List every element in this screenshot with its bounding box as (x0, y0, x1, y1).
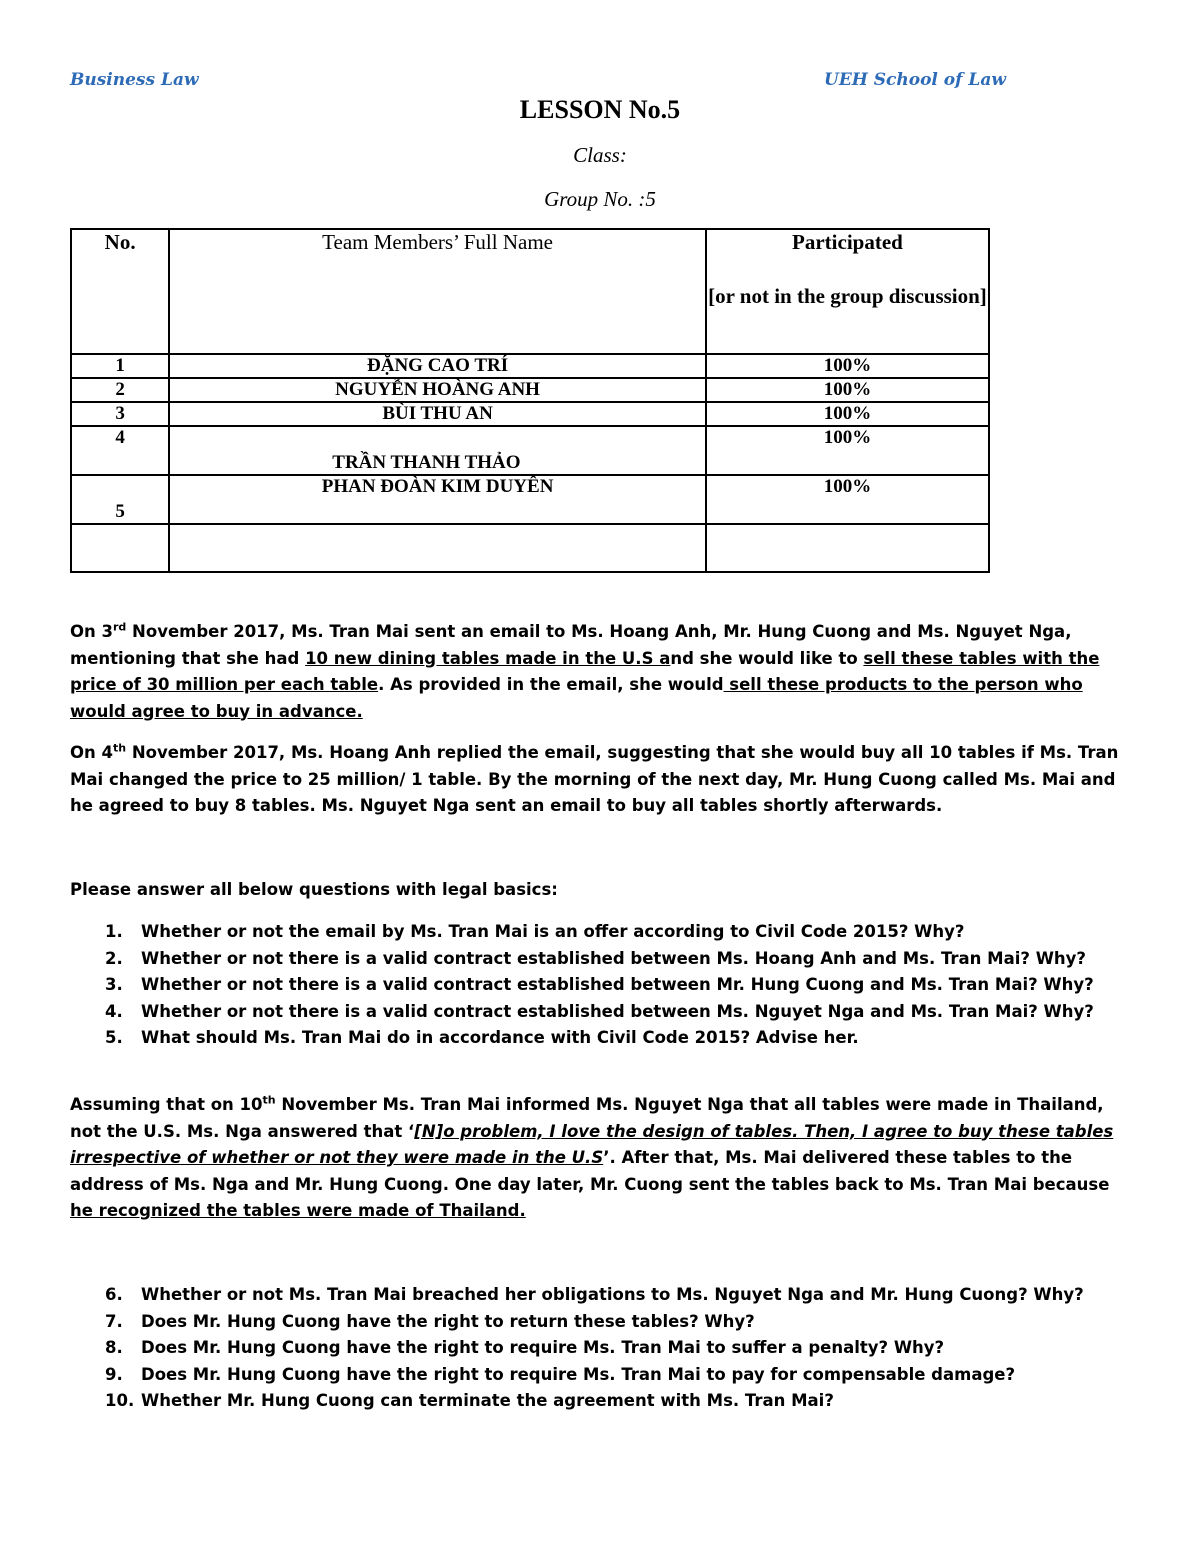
cell-name: PHAN ĐOÀN KIM DUYÊN (169, 475, 706, 524)
cell-name: NGUYỄN HOÀNG ANH (169, 378, 706, 402)
question-number: 5. (105, 1028, 123, 1047)
question-text: Whether Mr. Hung Cuong can terminate the agreement with Ms. Tran Mai? (141, 1391, 834, 1410)
p1-underline-2: sell these tables with the price of 30 million per each table (70, 648, 1100, 694)
p1-text-b: November 2017, Ms. Tran Mai sent an email to Ms. Hoang Anh, Mr. Hung Cuong and Ms. Nguyet Nga, mentioning that she had (70, 622, 1072, 668)
question-number: 2. (105, 948, 123, 968)
questions-list-1 (70, 919, 1130, 1052)
question-text: Whether or not Ms. Tran Mai breached her obligations to Ms. Nguyet Nga and Mr. Hung Cuong? Why? (141, 1285, 1084, 1304)
question-item (70, 972, 1130, 999)
cell-participated (706, 524, 989, 572)
question-number: 1. (105, 922, 123, 941)
question-number: 4. (105, 1001, 123, 1021)
cell-participated: 100% (706, 426, 989, 475)
participated-label: Participated (792, 230, 903, 254)
p1-text-c: nd she would like to (670, 648, 864, 668)
question-text: What should Ms. Tran Mai do in accordance with Civil Code 2015? Advise her. (141, 1028, 859, 1047)
cell-participated: 100% (706, 475, 989, 524)
question-text: Whether or not there is a valid contract established between Mr. Hung Cuong and Ms. Tran Mai? Why? (141, 975, 1094, 994)
cell-participated: 100% (706, 402, 989, 426)
table-row (71, 402, 989, 426)
table-row-empty (71, 524, 989, 572)
question-text: Does Mr. Hung Cuong have the right to require Ms. Tran Mai to suffer a penalty? Why? (141, 1338, 945, 1357)
p2-sup: th (113, 741, 127, 755)
participated-sublabel: [or not in the group discussion] (708, 284, 987, 308)
question-text: Whether or not there is a valid contract established between Ms. Nguyet Nga and Ms. Tran Mai? Why? (141, 1001, 1094, 1021)
table-header-row (71, 229, 989, 354)
question-item (70, 919, 1130, 946)
cell-no: 5 (71, 475, 169, 524)
lesson-title: LESSON No.5 (519, 95, 681, 124)
paragraph-facts-1 (70, 619, 1130, 725)
cell-no: 2 (71, 378, 169, 402)
p3-text-a: Assuming that on 10 (70, 1095, 263, 1114)
col-header-name: Team Members’ Full Name (169, 229, 706, 354)
cell-participated: 100% (706, 354, 989, 378)
question-item (70, 1362, 1130, 1389)
team-members-table (70, 228, 990, 573)
cell-participated: 100% (706, 378, 989, 402)
question-number: 7. (105, 1311, 123, 1331)
question-item (70, 946, 1130, 973)
p2-text-a: On 4 (70, 743, 113, 762)
question-number: 6. (105, 1285, 123, 1304)
question-item (70, 1025, 1130, 1052)
question-text: Whether or not there is a valid contract established between Ms. Hoang Anh and Ms. Tran Mai? Why? (141, 948, 1086, 968)
cell-name: BÙI THU AN (169, 402, 706, 426)
p1-underline-1: 10 new dining tables made in the U.S a (305, 648, 671, 668)
question-number: 3. (105, 975, 123, 994)
table-row (71, 426, 989, 475)
paragraph-facts-2 (70, 740, 1130, 820)
table-row (71, 354, 989, 378)
question-item (70, 999, 1130, 1026)
question-number: 9. (105, 1364, 123, 1384)
p1-sup: rd (113, 620, 127, 634)
col-header-no: No. (71, 229, 169, 354)
p1-text-a: On 3 (70, 622, 113, 641)
table-row (71, 475, 989, 524)
table-row (71, 378, 989, 402)
p3-quote: [N]o problem, I love the design of tables. Then, I agree to buy these tables irrespective of whether or not they were made in the U.S (70, 1121, 1114, 1167)
header-course-name: Business Law (70, 70, 199, 90)
question-item (70, 1335, 1130, 1362)
cell-no: 4 (71, 426, 169, 475)
cell-name (169, 524, 706, 572)
p1-underline-3: sell these products to the person who would agree to buy in advance. (70, 675, 1083, 721)
cell-name: ĐẶNG CAO TRÍ (169, 354, 706, 378)
col-header-participated (706, 229, 989, 354)
question-item (70, 1388, 1130, 1415)
p3-underline: he recognized the tables were made of Thailand. (70, 1201, 526, 1220)
p2-text-b: November 2017, Ms. Hoang Anh replied the email, suggesting that she would buy all 10 tables if Ms. Tran Mai changed the price to 25 million/ 1 table. By the morning of the next day, Mr. Hung Cuong called Ms. Mai and he agreed to buy 8 tables. Ms. Nguyet Nga sent an email to buy all tables shortly afterwards. (70, 743, 1119, 815)
question-item (70, 1309, 1130, 1336)
question-text: Whether or not the email by Ms. Tran Mai is an offer according to Civil Code 2015? Why? (141, 922, 965, 941)
p3-text-c: ’. After that, Ms. Mai delivered these tables to the address of Ms. Nga and Mr. Hung Cuong. One day later, Mr. Cuong sent the tables back to Ms. Tran Mai because (70, 1148, 1110, 1194)
questions-prompt: Please answer all below questions with legal basics: (70, 880, 558, 899)
cell-no (71, 524, 169, 572)
header-school-name: UEH School of Law (824, 70, 1006, 90)
question-item (70, 1282, 1130, 1309)
question-text: Does Mr. Hung Cuong have the right to return these tables? Why? (141, 1311, 755, 1331)
questions-list-2 (70, 1282, 1130, 1415)
cell-no: 3 (71, 402, 169, 426)
group-label: Group No. :5 (544, 187, 656, 211)
p3-text-b: November Ms. Tran Mai informed Ms. Nguyet Nga that all tables were made in Thailand, not the U.S. Ms. Nga answered that ‘ (70, 1095, 1104, 1141)
cell-name: TRẦN THANH THẢO (169, 426, 706, 475)
class-label: Class: (573, 143, 627, 167)
question-number: 8. (105, 1338, 123, 1357)
cell-no: 1 (71, 354, 169, 378)
question-number: 10. (105, 1391, 135, 1410)
p1-text-d: . As provided in the email, she would (378, 675, 724, 694)
p3-sup: th (262, 1093, 276, 1107)
question-text: Does Mr. Hung Cuong have the right to require Ms. Tran Mai to pay for compensable damage? (141, 1364, 1016, 1384)
paragraph-facts-3 (70, 1092, 1130, 1225)
